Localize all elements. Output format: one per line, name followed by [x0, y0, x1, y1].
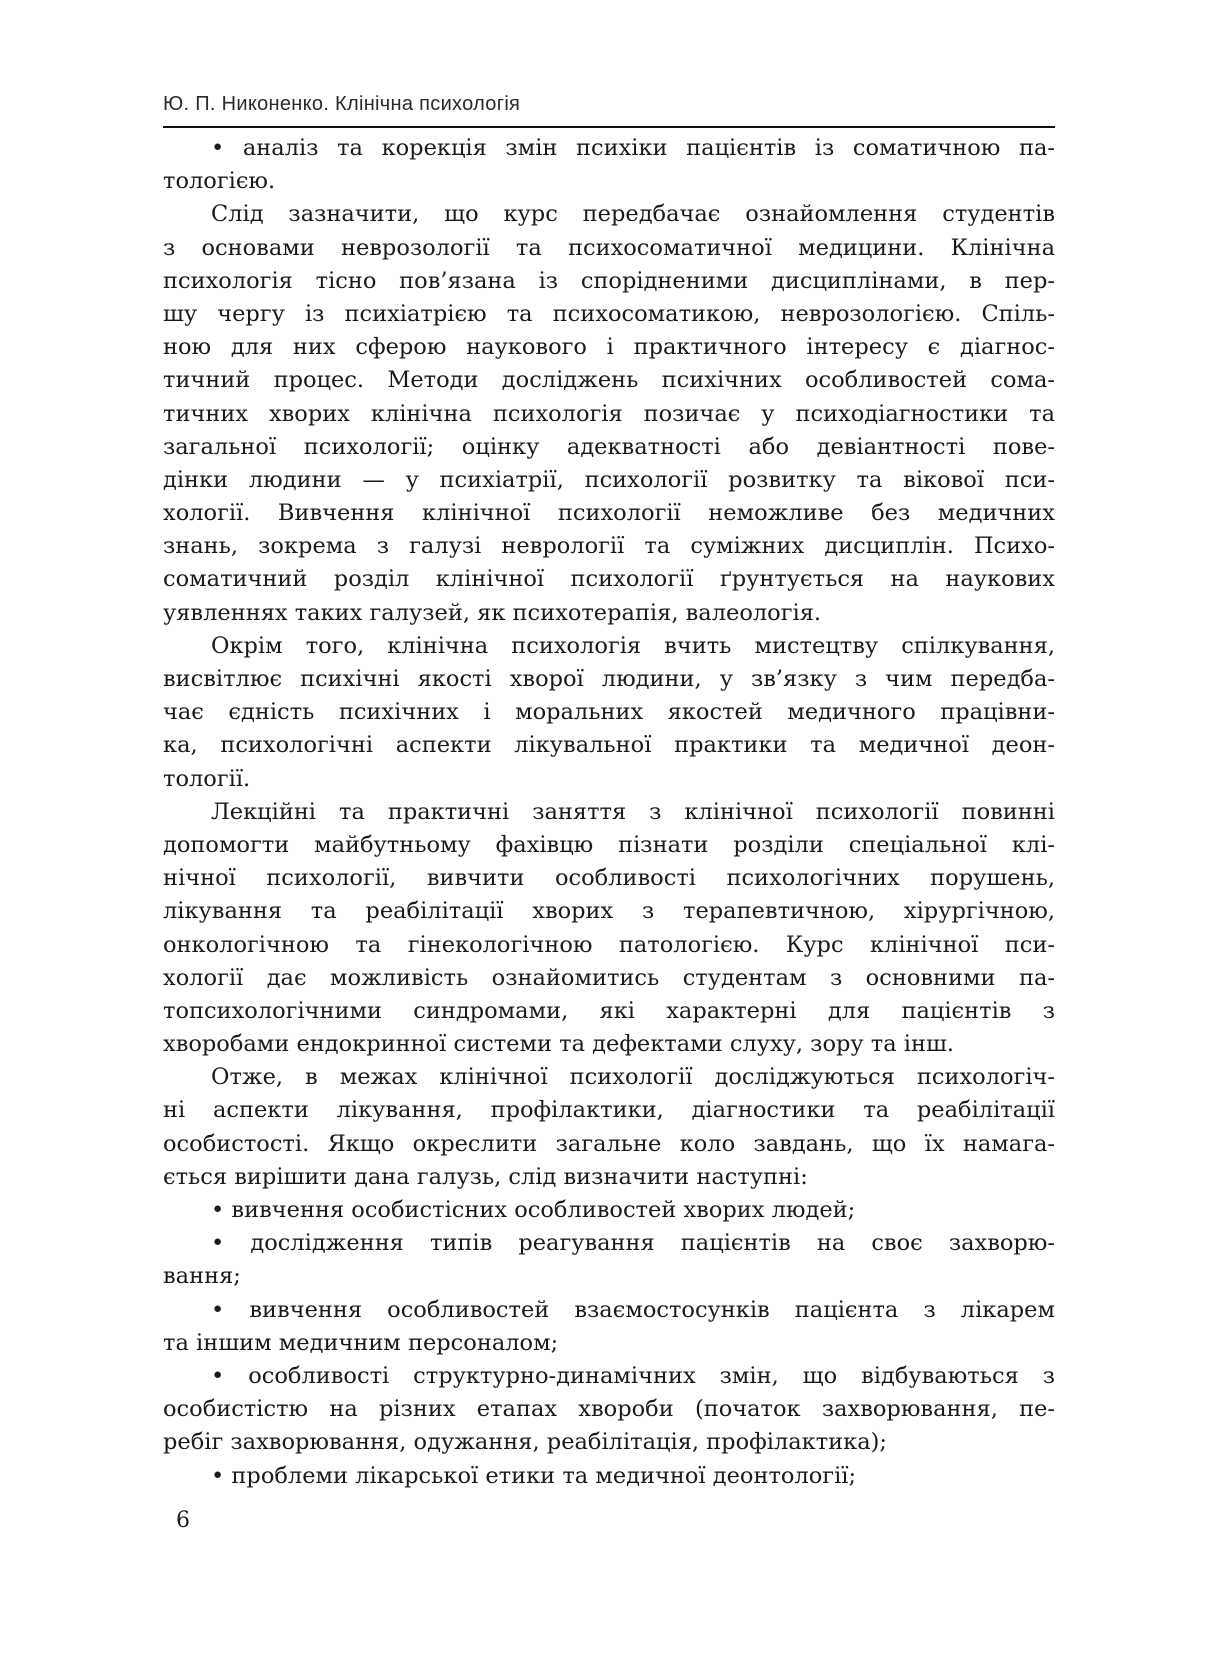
- bullet-line: • вивчення особистісних особливостей хворих людей;: [211, 1197, 856, 1223]
- text-line: вання;: [163, 1263, 241, 1290]
- text-line: дінки людини — у психіатрії, психології розвитку та вікової пси-: [163, 466, 1055, 493]
- text-line: Окрім того, клінічна психологія вчить мистецтву спілкування,: [211, 632, 1055, 659]
- bullet-line: • особливості структурно-динамічних змін, що відбуваються з: [211, 1362, 1055, 1389]
- text-line: хології. Вивчення клінічної психології неможливе без медичних: [163, 500, 1055, 527]
- text-line: загальної психології; оцінку адекватності або девіантності пове-: [163, 433, 1055, 460]
- text-line: тології.: [163, 765, 251, 792]
- text-line: психологія тісно пов’язана із спорідненими дисциплінами, в пер-: [163, 267, 1055, 294]
- bullet-line: • аналіз та корекція змін психіки пацієнтів із соматичною па-: [211, 135, 1055, 161]
- bullet-line: • вивчення особливостей взаємостосунків пацієнта з лікарем: [211, 1296, 1055, 1323]
- text-line: нічної психології, вивчити особливості психологічних порушень,: [163, 865, 1055, 892]
- text-line: тологією.: [163, 168, 276, 195]
- page-number: 6: [176, 1508, 190, 1533]
- text-line: ребіг захворювання, одужання, реабілітація, профілактика);: [163, 1429, 887, 1456]
- text-line: соматичний розділ клінічної психології ґрунтується на наукових: [163, 566, 1055, 593]
- text-line: та іншим медичним персоналом;: [163, 1329, 559, 1356]
- text-line: знань, зокрема з галузі неврології та суміжних дисциплін. Психо-: [163, 533, 1055, 560]
- text-line: особистості. Якщо окреслити загальне коло завдань, що їх намага-: [163, 1130, 1055, 1157]
- header-rule: [163, 126, 1055, 128]
- text-line: допомогти майбутньому фахівцю пізнати розділи спеціальної клі-: [163, 831, 1055, 858]
- bullet-line: • дослідження типів реагування пацієнтів на своє захворю-: [211, 1230, 1055, 1257]
- text-line: тичний процес. Методи досліджень психічних особливостей сома-: [163, 367, 1055, 394]
- text-line: ється вирішити дана галузь, слід визначити наступні:: [163, 1163, 808, 1190]
- text-line: чає єдність психічних і моральних якостей медичного працівни-: [163, 699, 1055, 726]
- text-line: лікування та реабілітації хворих з терапевтичною, хірургічною,: [163, 898, 1055, 925]
- running-head: Ю. П. Никоненко. Клінічна психологія: [163, 93, 521, 115]
- text-line: тичних хворих клінічна психологія позичає у психодіагностики та: [163, 400, 1055, 427]
- text-line: топсихологічними синдромами, які характерні для пацієнтів з: [163, 997, 1055, 1024]
- text-line: ною для них сферою наукового і практичного інтересу є діагнос-: [163, 334, 1055, 361]
- text-line: особистістю на різних етапах хвороби (початок захворювання, пе-: [163, 1396, 1055, 1423]
- body-text: [163, 132, 1055, 1493]
- text-line: ка, психологічні аспекти лікувальної практики та медичної деон-: [163, 732, 1055, 759]
- text-line: хворобами ендокринної системи та дефектами слуху, зору та інш.: [163, 1031, 955, 1058]
- text-line: Слід зазначити, що курс передбачає ознайомлення студентів: [211, 201, 1055, 228]
- text-line: Лекційні та практичні заняття з клінічної психології повинні: [211, 798, 1055, 825]
- text-line: ні аспекти лікування, профілактики, діагностики та реабілітації: [163, 1097, 1055, 1124]
- text-line: з основами неврозології та психосоматичної медицини. Клінічна: [163, 234, 1055, 261]
- text-line: шу чергу із психіатрією та психосоматикою, неврозологією. Спіль-: [163, 300, 1055, 327]
- bullet-line: • проблеми лікарської етики та медичної деонтології;: [211, 1462, 857, 1489]
- text-line: висвітлює психічні якості хворої людини, у зв’язку з чим передба-: [163, 666, 1055, 692]
- text-line: хології дає можливість ознайомитись студентам з основними па-: [163, 964, 1055, 991]
- text-line: онкологічною та гінекологічною патологією. Курс клінічної пси-: [163, 931, 1055, 958]
- text-line: Отже, в межах клінічної психології досліджуються психологіч-: [211, 1064, 1055, 1091]
- text-line: уявленнях таких галузей, як психотерапія, валеологія.: [163, 599, 822, 626]
